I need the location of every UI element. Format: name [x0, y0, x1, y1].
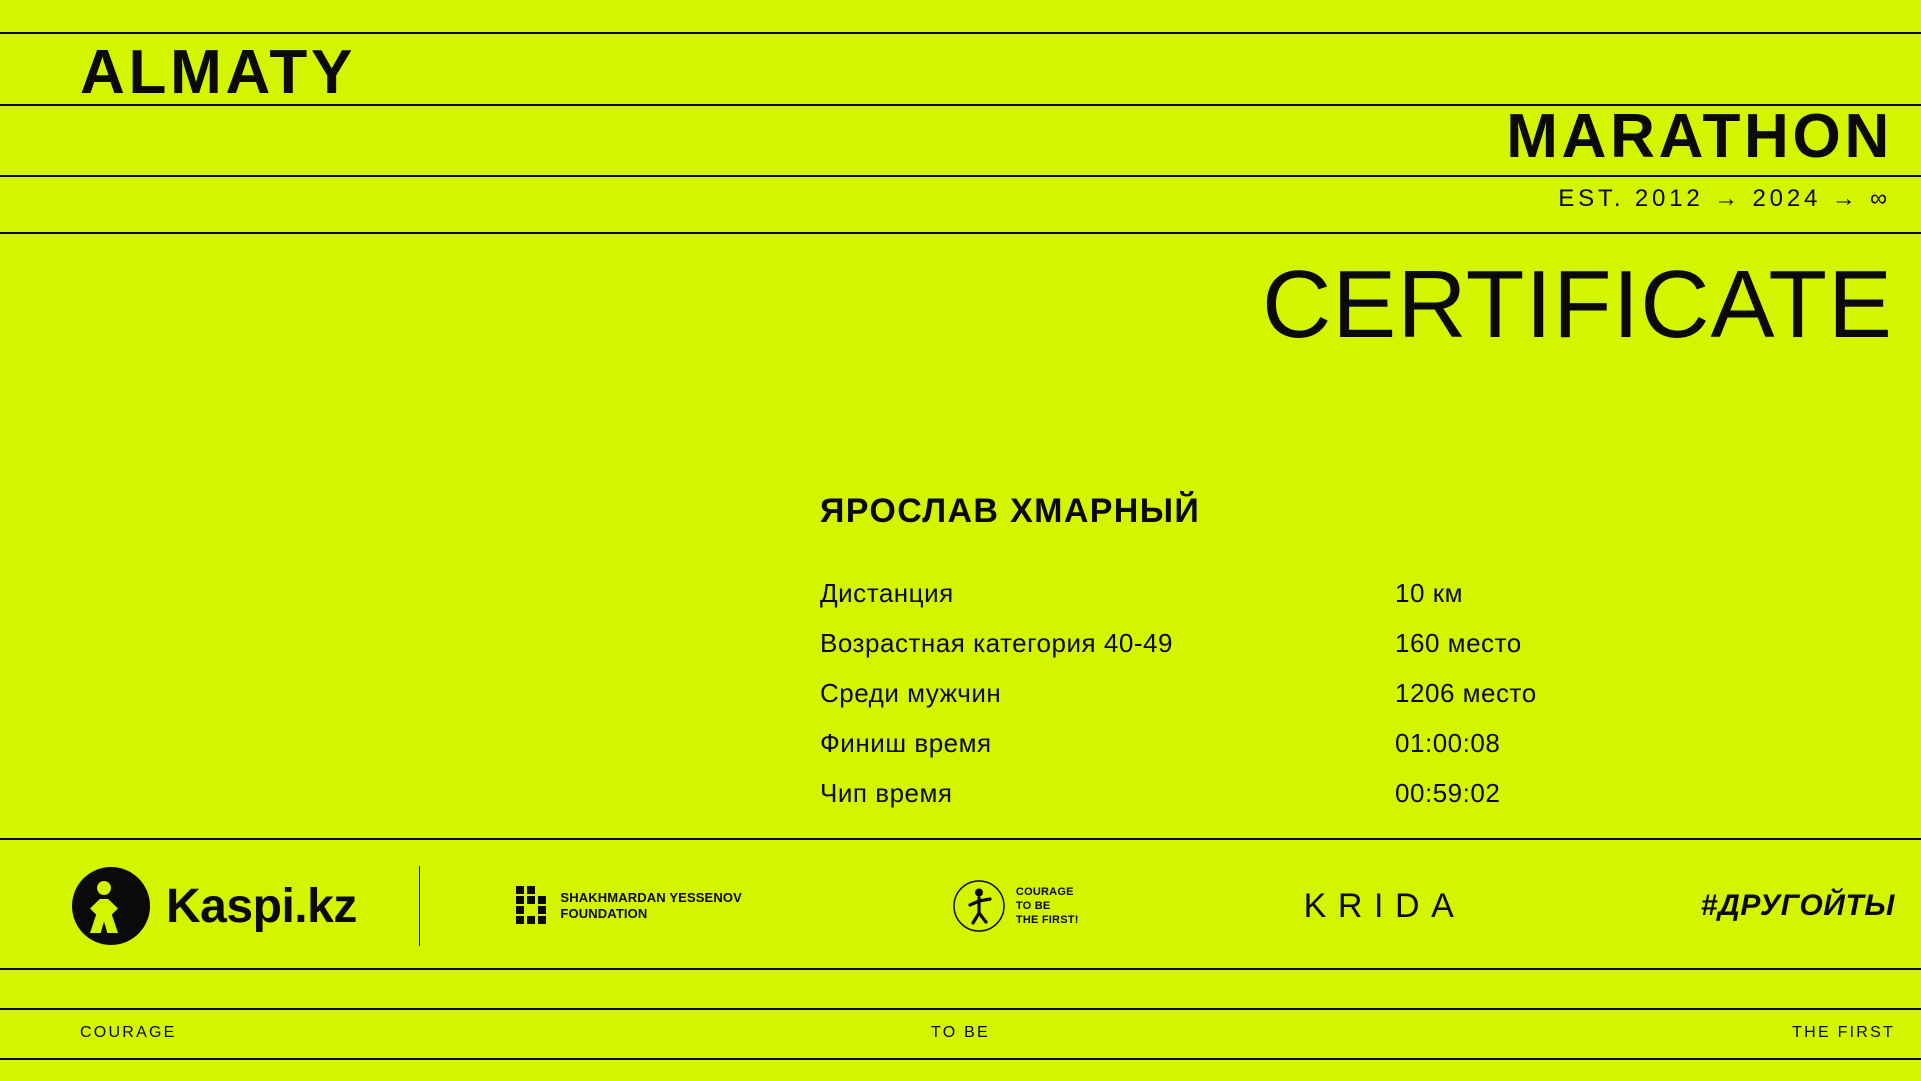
result-label: Среди мужчин — [820, 678, 1002, 708]
yessenov-line-1: SHAKHMARDAN YESSENOV — [560, 889, 742, 905]
footer-left: COURAGE — [80, 1024, 177, 1041]
corporate-line-1: COURAGE — [1015, 885, 1074, 898]
corporate-line-3: THE FIRST! — [1015, 914, 1079, 927]
result-row — [820, 578, 1620, 628]
sponsor-krida: KRIDA — [1303, 886, 1466, 925]
yessenov-logo-icon — [516, 886, 546, 926]
result-value: 10 км — [1395, 578, 1463, 608]
kaspi-logo-icon — [72, 867, 150, 945]
header — [0, 0, 1921, 282]
result-value: 00:59:02 — [1395, 778, 1501, 808]
result-row — [820, 728, 1620, 778]
result-row — [820, 628, 1620, 678]
sponsor-kaspi — [72, 842, 357, 970]
footer-strip — [0, 1010, 1921, 1056]
results-list — [820, 578, 1620, 828]
result-value: 160 место — [1395, 628, 1522, 658]
result-label: Возрастная категория 40-49 — [820, 628, 1173, 658]
sponsor-drugoity: #ДРУГОЙТЫ — [1700, 889, 1895, 922]
brand-marathon: MARATHON — [1506, 102, 1893, 171]
corporate-line-2: TO BE — [1015, 899, 1051, 912]
footer-middle: TO BE — [931, 1024, 990, 1041]
result-value: 1206 место — [1395, 678, 1537, 708]
sponsor-corporate-fund — [952, 842, 1079, 970]
established-line: EST. 2012 → 2024 → ∞ — [1558, 185, 1891, 212]
corporate-fund-logo-icon — [952, 879, 1006, 933]
rule-bottom — [0, 1058, 1921, 1060]
sponsor-kaspi-label: Kaspi.kz — [166, 879, 357, 933]
rule-above-sponsors — [0, 838, 1921, 840]
yessenov-line-2: FOUNDATION — [560, 906, 648, 921]
result-value: 01:00:08 — [1395, 728, 1501, 758]
sponsor-divider — [419, 866, 421, 946]
footer-right: THE FIRST — [1792, 1024, 1895, 1041]
sponsor-yessenov-label — [560, 890, 742, 923]
result-row — [820, 778, 1620, 828]
athlete-name: ЯРОСЛАВ ХМАРНЫЙ — [820, 492, 1201, 530]
sponsor-bar — [0, 842, 1921, 970]
result-label: Финиш время — [820, 728, 992, 758]
result-label: Чип время — [820, 778, 953, 808]
brand-almaty: ALMATY — [80, 38, 357, 107]
result-row — [820, 678, 1620, 728]
sponsor-corporate-label — [1016, 885, 1079, 928]
sponsor-yessenov — [516, 842, 742, 970]
result-label: Дистанция — [820, 578, 954, 608]
page-title: CERTIFICATE — [1261, 251, 1893, 358]
